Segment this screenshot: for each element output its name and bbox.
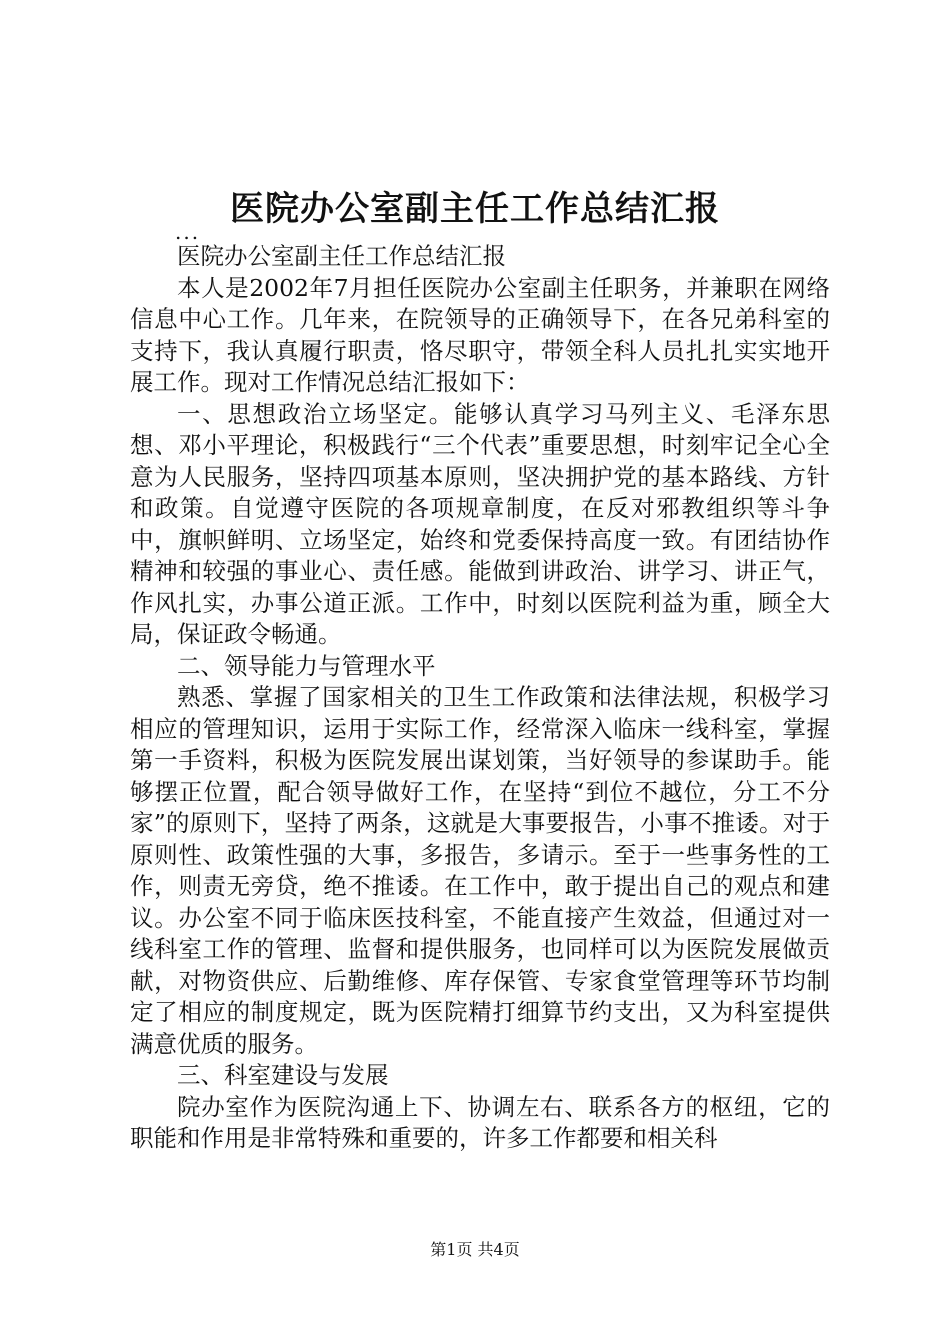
intro-paragraph: 本人是2002年7月担任医院办公室副主任职务，并兼职在网络信息中心工作。几年来，在院领导的正确领导下，在各兄弟科室的支持下，我认真履行职责，恪尽职守，带领全科人员扎扎实实地开展工作。现对工作情况总结汇报如下： [130, 273, 830, 396]
document-title: 医院办公室副主任工作总结汇报 [230, 189, 720, 229]
section-1-paragraph: 一、思想政治立场坚定。能够认真学习马列主义、毛泽东思想、邓小平理论，积极践行“三个代表”重要思想，时刻牢记全心全意为人民服务，坚持四项基本原则，坚决拥护党的基本路线、方针和政策。自觉遵守医院的各项规章制度，在反对邪教组织等斗争中，旗帜鲜明、立场坚定，始终和党委保持高度一致。有团结协作精神和较强的事业心、责任感。能做到讲政治、讲学习、讲正气，作风扎实，办事公道正派。工作中，时刻以医院利益为重，顾全大局，保证政令畅通。 [130, 399, 830, 648]
document-body [130, 241, 830, 1155]
subtitle-paragraph: 医院办公室副主任工作总结汇报 [177, 242, 506, 270]
page-footer: 第1页 共4页 [430, 1240, 520, 1259]
section-2-heading: 二、领导能力与管理水平 [177, 651, 436, 680]
section-2-paragraph: 熟悉、掌握了国家相关的卫生工作政策和法律法规，积极学习相应的管理知识，运用于实际工作，经常深入临床一线科室，掌握第一手资料，积极为医院发展出谋划策，当好领导的参谋助手。能够摆正位置，配合领导做好工作，在坚持“到位不越位，分工不分家”的原则下，坚持了两条，这就是大事要报告，小事不推诿。对于原则性、政策性强的大事，多报告，多请示。至于一些事务性的工作，则责无旁贷，绝不推诿。在工作中，敢于提出自己的观点和建议。办公室不同于临床医技科室，不能直接产生效益，但通过对一线科室工作的管理、监督和提供服务，也同样可以为医院发展做贡献，对物资供应、后勤维修、库存保管、专家食堂管理等环节均制定了相应的制度规定，既为医院精打细算节约支出，又为科室提供满意优质的服务。 [130, 683, 830, 1058]
section-3-heading: 三、科室建设与发展 [177, 1061, 389, 1089]
ellipsis-marker: ... [175, 220, 201, 244]
section-3-paragraph: 院办室作为医院沟通上下、协调左右、联系各方的枢纽，它的职能和作用是非常特殊和重要的，许多工作都要和相关科 [130, 1092, 830, 1152]
